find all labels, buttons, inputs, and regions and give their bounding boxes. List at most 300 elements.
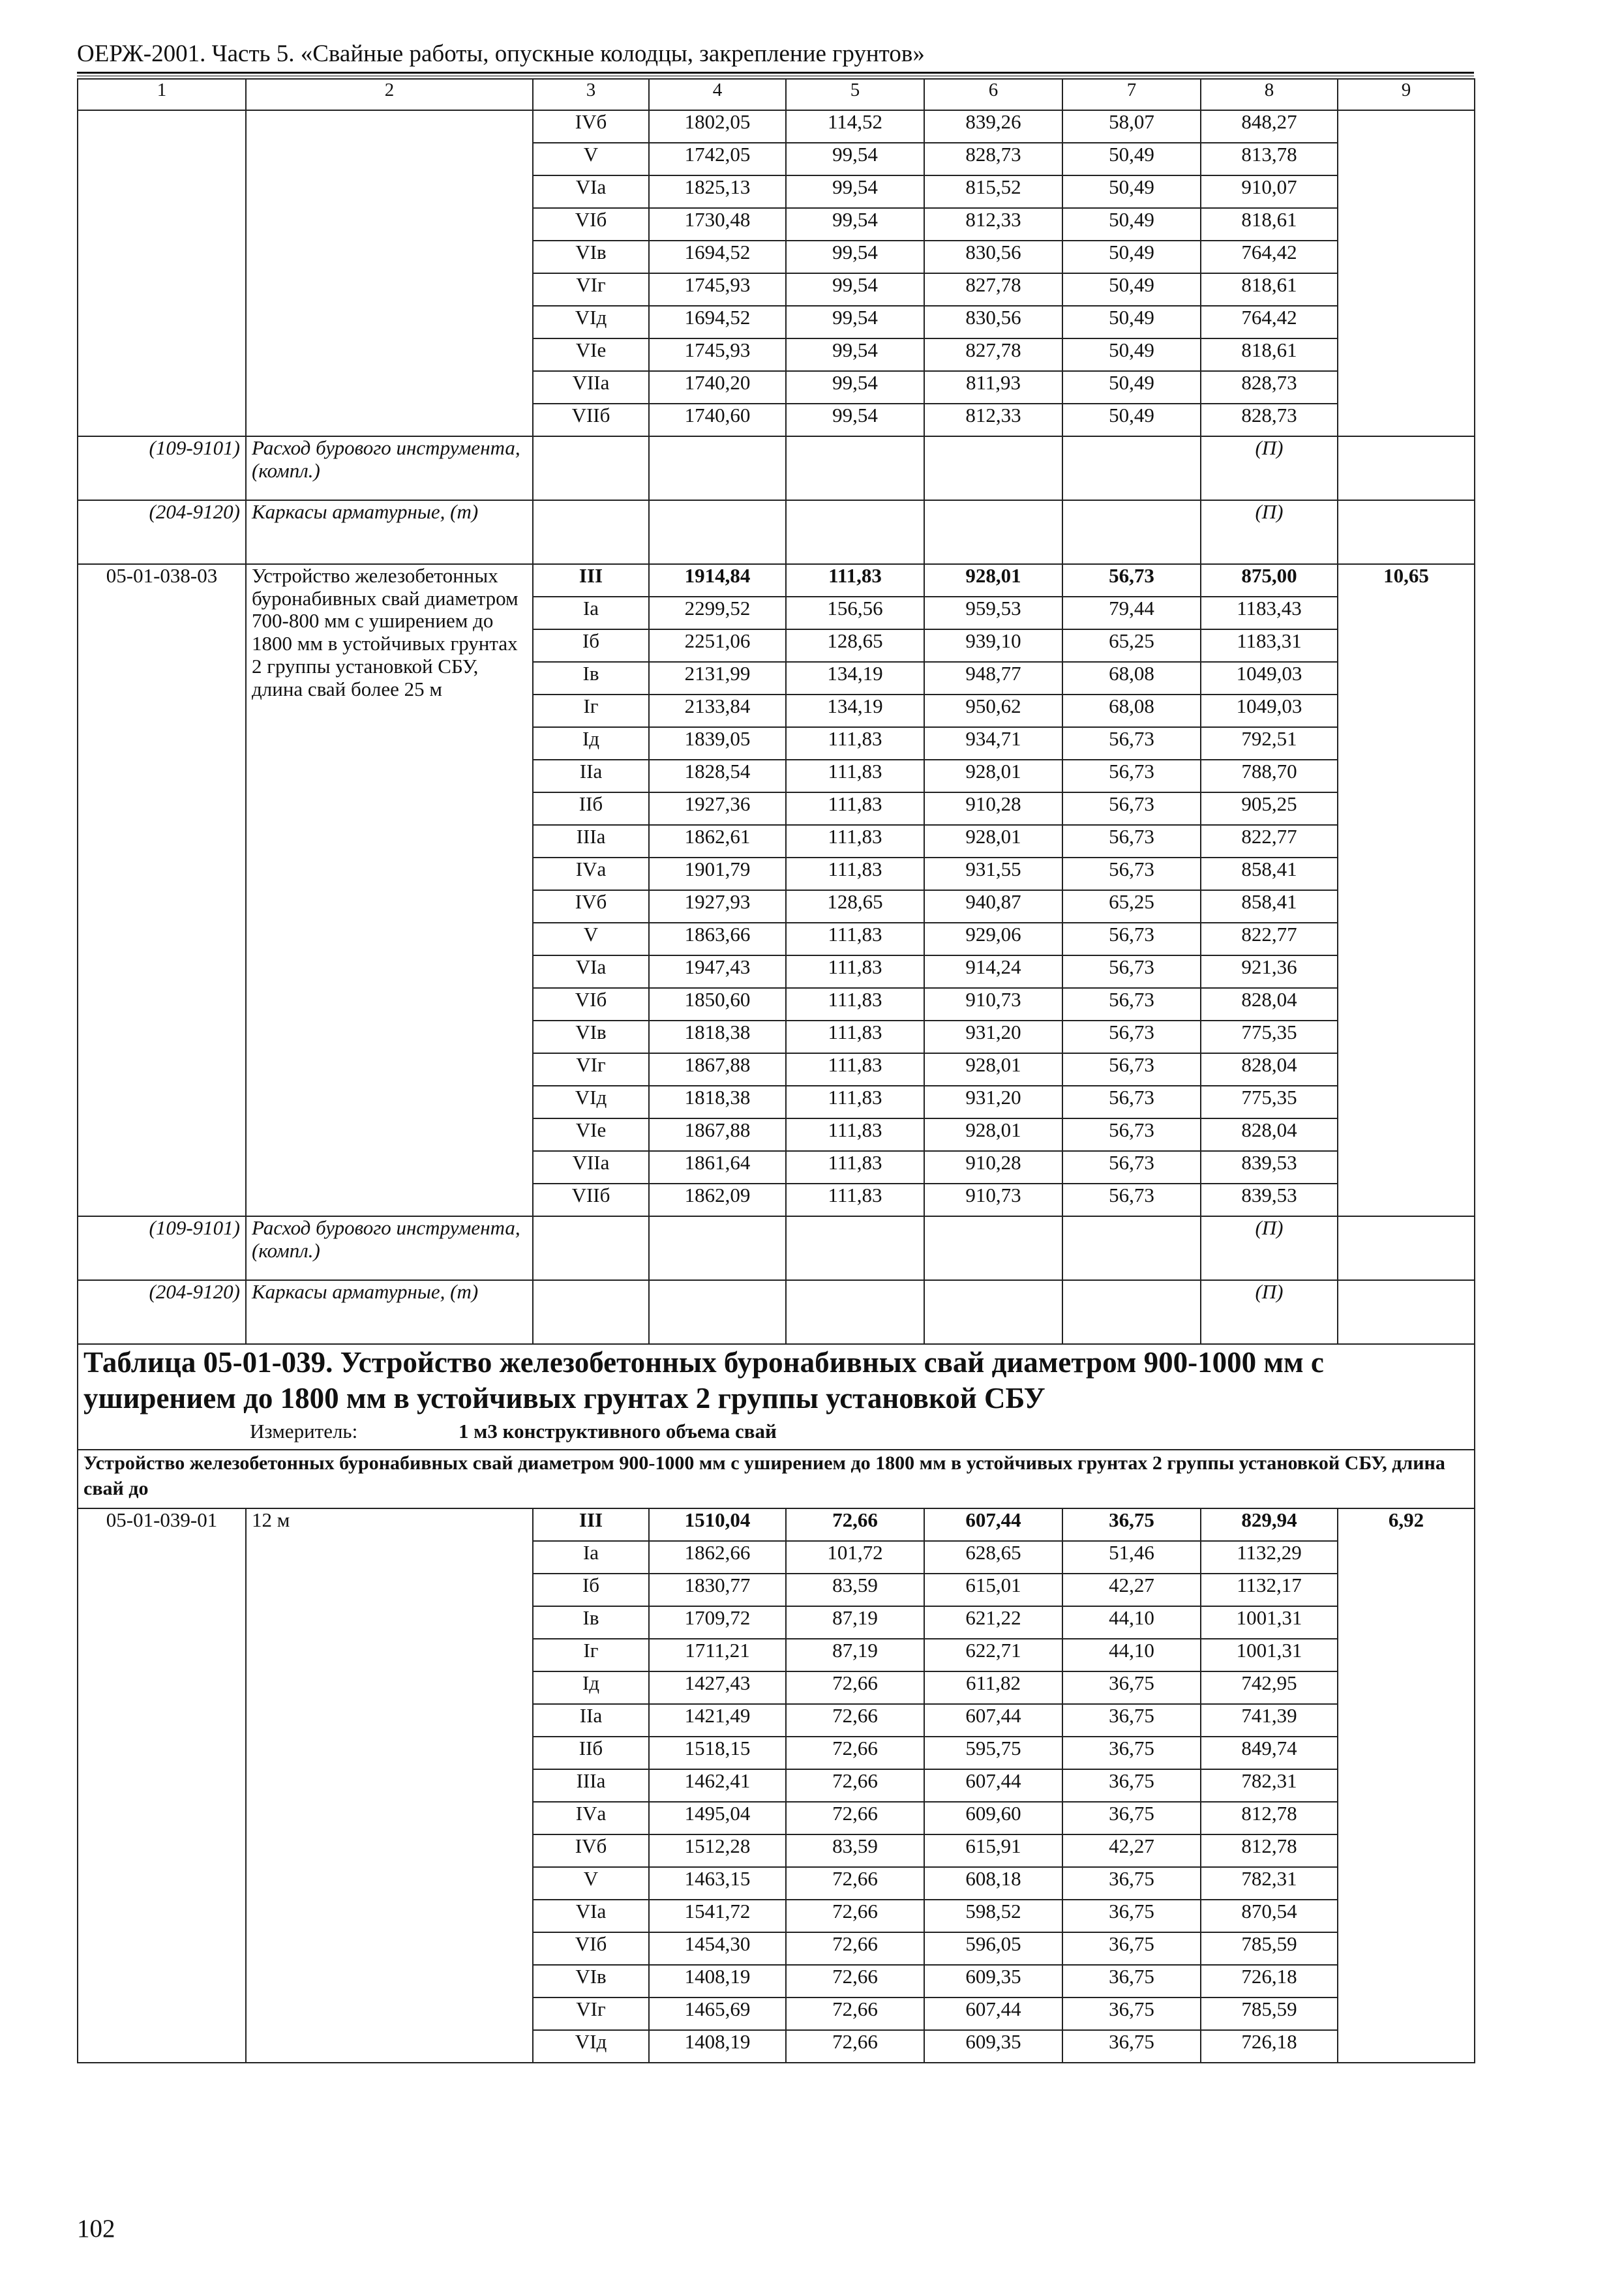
value-c7: 56,73 [1062, 1151, 1201, 1184]
value-c7: 51,46 [1062, 1541, 1201, 1574]
value-c4: 2133,84 [649, 695, 786, 727]
region-code: Iа [533, 1541, 649, 1574]
value-c4: 1518,15 [649, 1737, 786, 1769]
region-code: Iб [533, 629, 649, 662]
value-c5: 111,83 [786, 1086, 924, 1118]
value-c4: 1694,52 [649, 306, 786, 338]
value-c8: 741,39 [1201, 1704, 1338, 1737]
region-code: VIа [533, 955, 649, 988]
value-c8: 788,70 [1201, 760, 1338, 792]
value-c5: 111,83 [786, 1053, 924, 1086]
value-c6: 828,73 [924, 143, 1062, 175]
value-c8: 822,77 [1201, 825, 1338, 858]
empty-cell [1062, 500, 1201, 564]
region-code: VIб [533, 1932, 649, 1965]
value-c4: 1740,20 [649, 371, 786, 404]
value-c5: 99,54 [786, 306, 924, 338]
column-number: 1 [78, 79, 246, 110]
value-c4: 2131,99 [649, 662, 786, 695]
region-code: VIд [533, 1086, 649, 1118]
value-c7: 56,73 [1062, 564, 1201, 597]
value-c8: 1001,31 [1201, 1606, 1338, 1639]
column-number: 8 [1201, 79, 1338, 110]
region-code: IIб [533, 792, 649, 825]
value-c8: 1049,03 [1201, 662, 1338, 695]
empty-cell [924, 436, 1062, 500]
value-c6: 611,82 [924, 1671, 1062, 1704]
column-number: 9 [1338, 79, 1475, 110]
region-code: VIIб [533, 1184, 649, 1216]
table-title-cell [78, 1344, 1475, 1450]
value-c4: 1901,79 [649, 858, 786, 890]
region-code: VIд [533, 2030, 649, 2063]
region-code: VIIа [533, 371, 649, 404]
column-number: 7 [1062, 79, 1201, 110]
value-c7: 56,73 [1062, 1053, 1201, 1086]
value-c5: 72,66 [786, 1802, 924, 1834]
value-c7: 36,75 [1062, 1508, 1201, 1541]
value-c5: 111,83 [786, 1184, 924, 1216]
value-c5: 128,65 [786, 629, 924, 662]
value-c6: 812,33 [924, 404, 1062, 436]
value-c8: 764,42 [1201, 306, 1338, 338]
resource-code: (109-9101) [78, 436, 246, 500]
value-c4: 1825,13 [649, 175, 786, 208]
value-c4: 1510,04 [649, 1508, 786, 1541]
resource-unit: (П) [1201, 1280, 1338, 1344]
value-c7: 65,25 [1062, 890, 1201, 923]
column-number: 5 [786, 79, 924, 110]
value-c5: 72,66 [786, 1900, 924, 1932]
resource-row [78, 1280, 1475, 1344]
value-c4: 1839,05 [649, 727, 786, 760]
empty-cell [1338, 436, 1475, 500]
value-c8: 828,04 [1201, 1118, 1338, 1151]
value-c8: 870,54 [1201, 1900, 1338, 1932]
value-c5: 111,83 [786, 955, 924, 988]
value-c4: 1427,43 [649, 1671, 786, 1704]
value-c7: 50,49 [1062, 175, 1201, 208]
empty-cell [533, 1280, 649, 1344]
value-c5: 134,19 [786, 662, 924, 695]
value-c4: 1927,36 [649, 792, 786, 825]
value-c6: 615,01 [924, 1574, 1062, 1606]
value-c4: 1454,30 [649, 1932, 786, 1965]
value-c8: 839,53 [1201, 1151, 1338, 1184]
value-c7: 50,49 [1062, 208, 1201, 241]
value-c5: 72,66 [786, 1508, 924, 1541]
value-c7: 68,08 [1062, 662, 1201, 695]
value-c7: 44,10 [1062, 1606, 1201, 1639]
empty-cell [649, 436, 786, 500]
measure-label: Измеритель: [250, 1419, 358, 1443]
value-c4: 1947,43 [649, 955, 786, 988]
region-code: IVб [533, 890, 649, 923]
value-c5: 72,66 [786, 1965, 924, 1997]
resource-name: Каркасы арматурные, (т) [246, 500, 533, 564]
value-c8: 1049,03 [1201, 695, 1338, 727]
value-c7: 36,75 [1062, 1932, 1201, 1965]
value-c6: 931,20 [924, 1021, 1062, 1053]
value-c8: 775,35 [1201, 1086, 1338, 1118]
value-c5: 72,66 [786, 1671, 924, 1704]
value-c6: 959,53 [924, 597, 1062, 629]
value-c5: 83,59 [786, 1574, 924, 1606]
value-c7: 56,73 [1062, 858, 1201, 890]
rate-description: 12 м [246, 1508, 533, 2063]
value-c8: 785,59 [1201, 1997, 1338, 2030]
value-c6: 934,71 [924, 727, 1062, 760]
value-c5: 72,66 [786, 1867, 924, 1900]
value-c8: 828,04 [1201, 1053, 1338, 1086]
value-c8: 726,18 [1201, 1965, 1338, 1997]
value-c5: 99,54 [786, 143, 924, 175]
region-code: VIе [533, 338, 649, 371]
value-c4: 1818,38 [649, 1021, 786, 1053]
value-c8: 849,74 [1201, 1737, 1338, 1769]
resource-code: (109-9101) [78, 1216, 246, 1280]
region-code: V [533, 143, 649, 175]
value-c6: 910,28 [924, 792, 1062, 825]
region-code: IIа [533, 760, 649, 792]
value-c6: 628,65 [924, 1541, 1062, 1574]
value-c6: 928,01 [924, 564, 1062, 597]
empty-cell [786, 500, 924, 564]
rate-code: 05-01-038-03 [78, 564, 246, 1216]
value-c4: 1711,21 [649, 1639, 786, 1671]
resource-name: Расход бурового инструмента, (компл.) [246, 1216, 533, 1280]
table-row [78, 110, 1475, 143]
page-header: ОЕРЖ-2001. Часть 5. «Свайные работы, опускные колодцы, закрепление грунтов» [77, 40, 925, 67]
value-c6: 950,62 [924, 695, 1062, 727]
value-c5: 111,83 [786, 988, 924, 1021]
value-c5: 99,54 [786, 241, 924, 273]
value-c7: 50,49 [1062, 404, 1201, 436]
value-c6: 607,44 [924, 1997, 1062, 2030]
value-c7: 36,75 [1062, 1737, 1201, 1769]
value-c8: 858,41 [1201, 858, 1338, 890]
value-c4: 1465,69 [649, 1997, 786, 2030]
region-code: III [533, 564, 649, 597]
value-c6: 595,75 [924, 1737, 1062, 1769]
region-code: Iа [533, 597, 649, 629]
empty-cell [533, 436, 649, 500]
value-c7: 50,49 [1062, 371, 1201, 404]
value-c8: 829,94 [1201, 1508, 1338, 1541]
region-code: VIе [533, 1118, 649, 1151]
value-c5: 87,19 [786, 1639, 924, 1671]
table-title: Таблица 05-01-039. Устройство железобетонных буронабивных свай диаметром 900-1000 мм с уширением до 1800 мм в устойчивых грунтах 2 группы установкой СБУ [83, 1346, 1324, 1414]
region-code: VIб [533, 988, 649, 1021]
empty-cell [1062, 1280, 1201, 1344]
value-c4: 1463,15 [649, 1867, 786, 1900]
value-c7: 56,73 [1062, 1086, 1201, 1118]
value-c7: 50,49 [1062, 241, 1201, 273]
value-c8: 848,27 [1201, 110, 1338, 143]
value-c6: 607,44 [924, 1769, 1062, 1802]
region-code: VIа [533, 1900, 649, 1932]
value-c8: 792,51 [1201, 727, 1338, 760]
value-c4: 1745,93 [649, 338, 786, 371]
value-c4: 1828,54 [649, 760, 786, 792]
region-code: V [533, 1867, 649, 1900]
value-c8: 775,35 [1201, 1021, 1338, 1053]
value-c7: 56,73 [1062, 1021, 1201, 1053]
value-c6: 928,01 [924, 825, 1062, 858]
empty-cell [649, 1280, 786, 1344]
empty-cell [924, 1216, 1062, 1280]
region-code: IVа [533, 858, 649, 890]
region-code: IVб [533, 110, 649, 143]
region-code: IVа [533, 1802, 649, 1834]
empty-cell [1338, 1216, 1475, 1280]
region-code: VIг [533, 273, 649, 306]
value-c4: 1495,04 [649, 1802, 786, 1834]
value-c8: 921,36 [1201, 955, 1338, 988]
section-subtitle-row [78, 1450, 1475, 1508]
value-c4: 2299,52 [649, 597, 786, 629]
region-code: Iб [533, 1574, 649, 1606]
value-c5: 72,66 [786, 1704, 924, 1737]
value-c8: 1132,29 [1201, 1541, 1338, 1574]
value-c7: 56,73 [1062, 988, 1201, 1021]
column-number: 3 [533, 79, 649, 110]
value-c7: 79,44 [1062, 597, 1201, 629]
value-c8: 812,78 [1201, 1834, 1338, 1867]
value-c6: 598,52 [924, 1900, 1062, 1932]
value-c4: 1830,77 [649, 1574, 786, 1606]
value-c4: 1867,88 [649, 1118, 786, 1151]
value-c6: 609,60 [924, 1802, 1062, 1834]
region-code: Iг [533, 1639, 649, 1671]
value-c5: 111,83 [786, 923, 924, 955]
value-c4: 1694,52 [649, 241, 786, 273]
region-code: III [533, 1508, 649, 1541]
value-c8: 785,59 [1201, 1932, 1338, 1965]
rate-description: Устройство железобетонных буронабивных свай диаметром 700-800 мм с уширением до 1800 мм в устойчивых грунтах 2 группы установкой СБУ, длина свай более 25 м [246, 564, 533, 1216]
rates-table [77, 78, 1475, 2063]
rate-code: 05-01-039-01 [78, 1508, 246, 2063]
measure-unit [83, 1420, 1469, 1443]
value-c8: 782,31 [1201, 1769, 1338, 1802]
value-c4: 1862,66 [649, 1541, 786, 1574]
value-c6: 815,52 [924, 175, 1062, 208]
resource-code: (204-9120) [78, 1280, 246, 1344]
resource-row [78, 500, 1475, 564]
region-code: VIв [533, 1965, 649, 1997]
value-c5: 72,66 [786, 1997, 924, 2030]
value-c6: 910,73 [924, 988, 1062, 1021]
value-c7: 56,73 [1062, 792, 1201, 825]
value-c6: 812,33 [924, 208, 1062, 241]
column-number: 6 [924, 79, 1062, 110]
value-c5: 72,66 [786, 1932, 924, 1965]
region-code: VIв [533, 1021, 649, 1053]
value-c8: 742,95 [1201, 1671, 1338, 1704]
resource-code: (204-9120) [78, 500, 246, 564]
value-c5: 83,59 [786, 1834, 924, 1867]
value-c6: 811,93 [924, 371, 1062, 404]
region-code: Iд [533, 1671, 649, 1704]
region-code: IIIа [533, 1769, 649, 1802]
value-c5: 99,54 [786, 175, 924, 208]
value-c6: 830,56 [924, 306, 1062, 338]
resource-row [78, 436, 1475, 500]
value-c7: 50,49 [1062, 338, 1201, 371]
value-c8: 726,18 [1201, 2030, 1338, 2063]
value-c7: 36,75 [1062, 1900, 1201, 1932]
value-c4: 1541,72 [649, 1900, 786, 1932]
value-c7: 36,75 [1062, 1965, 1201, 1997]
value-c8: 764,42 [1201, 241, 1338, 273]
value-c6: 940,87 [924, 890, 1062, 923]
value-c8: 818,61 [1201, 208, 1338, 241]
value-c5: 72,66 [786, 2030, 924, 2063]
empty-cell [1338, 1280, 1475, 1344]
value-c4: 1421,49 [649, 1704, 786, 1737]
value-c6: 910,73 [924, 1184, 1062, 1216]
value-c5: 101,72 [786, 1541, 924, 1574]
table-row [78, 1508, 1475, 1541]
value-c5: 99,54 [786, 208, 924, 241]
value-c7: 36,75 [1062, 1867, 1201, 1900]
value-c7: 36,75 [1062, 1704, 1201, 1737]
value-c7: 50,49 [1062, 273, 1201, 306]
value-c6: 609,35 [924, 2030, 1062, 2063]
value-c7: 36,75 [1062, 1997, 1201, 2030]
value-c7: 56,73 [1062, 825, 1201, 858]
value-c5: 99,54 [786, 404, 924, 436]
value-c8: 818,61 [1201, 338, 1338, 371]
value-c8: 1183,31 [1201, 629, 1338, 662]
resource-name: Расход бурового инструмента, (компл.) [246, 436, 533, 500]
rate-description-cell [246, 110, 533, 436]
value-c4: 1709,72 [649, 1606, 786, 1639]
region-code: VIIб [533, 404, 649, 436]
value-c4: 1867,88 [649, 1053, 786, 1086]
value-c8: 828,73 [1201, 371, 1338, 404]
value-c4: 1927,93 [649, 890, 786, 923]
value-c6: 928,01 [924, 1118, 1062, 1151]
value-c7: 42,27 [1062, 1574, 1201, 1606]
value-c4: 1862,61 [649, 825, 786, 858]
section-subtitle: Устройство железобетонных буронабивных свай диаметром 900-1000 мм с уширением до 1800 мм в устойчивых грунтах 2 группы установкой СБУ, длина свай до [78, 1450, 1475, 1508]
value-c4: 1740,60 [649, 404, 786, 436]
region-code: IVб [533, 1834, 649, 1867]
value-c4: 1863,66 [649, 923, 786, 955]
value-c5: 99,54 [786, 338, 924, 371]
column-number: 2 [246, 79, 533, 110]
resource-unit: (П) [1201, 1216, 1338, 1280]
value-c6: 931,55 [924, 858, 1062, 890]
rate-code-cell [78, 110, 246, 436]
value-c7: 36,75 [1062, 1802, 1201, 1834]
value-c4: 1408,19 [649, 2030, 786, 2063]
region-code: Iд [533, 727, 649, 760]
region-code: VIIа [533, 1151, 649, 1184]
value-c5: 72,66 [786, 1769, 924, 1802]
region-code: VIг [533, 1997, 649, 2030]
value-c6: 607,44 [924, 1704, 1062, 1737]
value-c4: 1802,05 [649, 110, 786, 143]
value-c5: 111,83 [786, 564, 924, 597]
resource-unit: (П) [1201, 436, 1338, 500]
value-c8: 1001,31 [1201, 1639, 1338, 1671]
empty-cell [649, 500, 786, 564]
value-c8: 858,41 [1201, 890, 1338, 923]
value-c4: 1462,41 [649, 1769, 786, 1802]
value-c4: 1742,05 [649, 143, 786, 175]
value-c4: 1730,48 [649, 208, 786, 241]
table-title-row [78, 1344, 1475, 1450]
value-c6: 596,05 [924, 1932, 1062, 1965]
value-c6: 827,78 [924, 273, 1062, 306]
value-c8: 822,77 [1201, 923, 1338, 955]
value-c4: 2251,06 [649, 629, 786, 662]
value-c8: 812,78 [1201, 1802, 1338, 1834]
resource-unit: (П) [1201, 500, 1338, 564]
value-c6: 939,10 [924, 629, 1062, 662]
value-c7: 56,73 [1062, 923, 1201, 955]
region-code: VIб [533, 208, 649, 241]
empty-cell [1338, 500, 1475, 564]
value-c5: 111,83 [786, 1021, 924, 1053]
value-c9: 6,92 [1338, 1508, 1475, 2063]
value-c5: 72,66 [786, 1737, 924, 1769]
empty-cell [533, 500, 649, 564]
value-c5: 111,83 [786, 760, 924, 792]
empty-cell [786, 1280, 924, 1344]
value-c6: 607,44 [924, 1508, 1062, 1541]
measure-value: 1 м3 конструктивного объема свай [459, 1419, 777, 1443]
value-c8: 905,25 [1201, 792, 1338, 825]
header-rule [77, 72, 1474, 74]
value-c5: 156,56 [786, 597, 924, 629]
region-code: IIIа [533, 825, 649, 858]
value-c8: 828,73 [1201, 404, 1338, 436]
resource-name: Каркасы арматурные, (т) [246, 1280, 533, 1344]
value-c8: 875,00 [1201, 564, 1338, 597]
value-c8: 828,04 [1201, 988, 1338, 1021]
value-c7: 36,75 [1062, 2030, 1201, 2063]
value-c7: 65,25 [1062, 629, 1201, 662]
value-c5: 111,83 [786, 858, 924, 890]
value-c7: 44,10 [1062, 1639, 1201, 1671]
region-code: IIа [533, 1704, 649, 1737]
region-code: IIб [533, 1737, 649, 1769]
value-c6: 609,35 [924, 1965, 1062, 1997]
empty-cell [1062, 436, 1201, 500]
value-c5: 87,19 [786, 1606, 924, 1639]
value-c5: 134,19 [786, 695, 924, 727]
region-code: VIа [533, 175, 649, 208]
value-c7: 56,73 [1062, 1184, 1201, 1216]
value-c4: 1861,64 [649, 1151, 786, 1184]
region-code: Iв [533, 662, 649, 695]
value-c9 [1338, 110, 1475, 436]
empty-cell [1062, 1216, 1201, 1280]
value-c4: 1862,09 [649, 1184, 786, 1216]
region-code: VIд [533, 306, 649, 338]
value-c6: 622,71 [924, 1639, 1062, 1671]
value-c6: 615,91 [924, 1834, 1062, 1867]
region-code: Iв [533, 1606, 649, 1639]
value-c8: 1183,43 [1201, 597, 1338, 629]
value-c6: 914,24 [924, 955, 1062, 988]
value-c6: 830,56 [924, 241, 1062, 273]
value-c5: 111,83 [786, 825, 924, 858]
value-c8: 782,31 [1201, 1867, 1338, 1900]
